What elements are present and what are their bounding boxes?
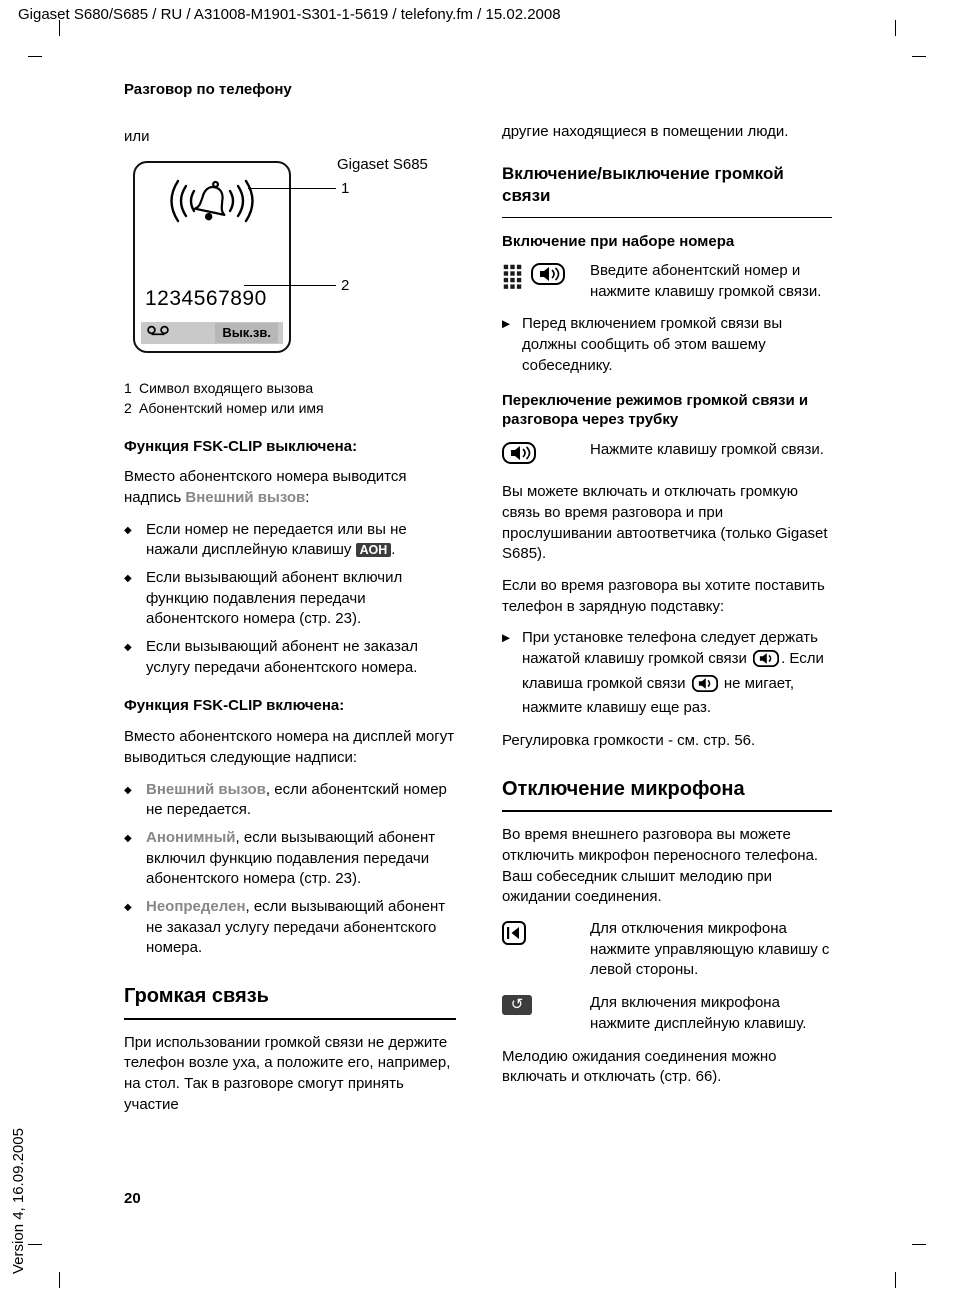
bullet-item bbox=[124, 828, 456, 890]
text-run: : bbox=[305, 488, 310, 506]
legend-number: 2 bbox=[124, 399, 132, 416]
incoming-number: 1234567890 bbox=[145, 287, 267, 311]
instruction-step bbox=[502, 919, 832, 981]
left-column bbox=[124, 80, 456, 1126]
paragraph: Вместо абонентского номера на дисплей могут выводиться следующие надписи: bbox=[124, 728, 455, 766]
phone-screen bbox=[133, 161, 291, 353]
bullet-item bbox=[124, 520, 456, 561]
note-item bbox=[502, 314, 832, 376]
legend-text: Символ входящего вызова bbox=[139, 380, 314, 397]
unmute-softkey-icon: ↺ bbox=[502, 995, 532, 1015]
step-icons bbox=[502, 261, 590, 302]
diamond-bullet-icon: ◆ bbox=[124, 832, 132, 844]
bullet-item bbox=[124, 897, 456, 959]
voicemail-tape-icon bbox=[146, 323, 170, 344]
bullet-text: Если вызывающий абонент не заказал услугу передачи абонентского номера. bbox=[146, 638, 418, 676]
legend-item bbox=[124, 399, 456, 419]
bullet-item bbox=[124, 780, 456, 821]
step-text: Для отключения микрофона нажмите управляющую клавишу с левой стороны. bbox=[590, 920, 830, 979]
paragraph: Мелодию ожидания соединения можно включать и отключать (стр. 66). bbox=[502, 1047, 777, 1086]
speaker-key-icon bbox=[753, 650, 779, 674]
text-run: не мигает, нажмите клавишу еще раз. bbox=[522, 674, 795, 717]
paragraph: При использовании громкой связи не держите телефон возле уха, а положите его, например, на стол. Так в разговоре смогут принять участие bbox=[124, 1033, 451, 1113]
bullet-text bbox=[146, 828, 456, 890]
legend-text: Абонентский номер или имя bbox=[139, 399, 324, 416]
speaker-key-icon bbox=[531, 263, 565, 292]
keypad-icon bbox=[502, 263, 523, 298]
diamond-bullet-icon: ◆ bbox=[124, 573, 132, 584]
step-icons bbox=[502, 440, 590, 471]
diamond-bullet-icon: ◆ bbox=[124, 784, 132, 796]
step-text: Нажмите клавишу громкой связи. bbox=[590, 440, 824, 458]
control-key-left-icon bbox=[502, 921, 526, 952]
crop-mark bbox=[895, 20, 896, 36]
text-run: Вместо абонентского номера выводится надпись bbox=[124, 468, 407, 506]
heading-dial-enable: Включение при наборе номера bbox=[502, 232, 735, 250]
note-item bbox=[502, 628, 832, 719]
paragraph bbox=[124, 467, 456, 508]
right-column bbox=[502, 122, 832, 1099]
text-run: , если вызывающий абонент не заказал услугу передачи абонентского номера. bbox=[146, 897, 446, 957]
crop-mark bbox=[28, 1244, 42, 1245]
display-text: Анонимный bbox=[146, 828, 236, 846]
bullet-text bbox=[146, 780, 456, 821]
diamond-bullet-icon: ◆ bbox=[124, 642, 132, 654]
crop-mark bbox=[912, 1244, 926, 1245]
bullet-text: Если вызывающий абонент включил функцию подавления передачи абонентского номера (стр. 23). bbox=[146, 569, 403, 628]
instruction-step bbox=[502, 261, 832, 302]
step-icons bbox=[502, 993, 590, 1034]
text-run: Если номер не передается или вы не нажали дисплейную клавишу bbox=[146, 520, 407, 559]
paragraph: Регулировка громкости - см. стр. 56. bbox=[502, 732, 756, 750]
softkey-bar bbox=[141, 322, 283, 344]
display-text: Внешний вызов bbox=[185, 488, 306, 506]
paragraph: другие находящиеся в помещении люди. bbox=[502, 123, 789, 140]
bullet-item bbox=[124, 568, 456, 630]
aon-softkey-badge: АОН bbox=[356, 543, 392, 557]
speaker-key-icon bbox=[502, 442, 536, 471]
display-text: Неопределен bbox=[146, 897, 246, 915]
figure-legend bbox=[124, 379, 456, 418]
paragraph: Если во время разговора вы хотите поставить телефон в зарядную подставку: bbox=[502, 576, 825, 615]
figure-caption: Gigaset S685 bbox=[337, 156, 428, 174]
heading-mode-switch: Переключение режимов громкой связи и разговора через трубку bbox=[502, 391, 809, 428]
legend-number: 1 bbox=[124, 380, 132, 397]
text-run: При установке телефона следует держать нажатой клавишу громкой связи bbox=[522, 629, 818, 667]
display-text: Внешний вызов bbox=[146, 780, 266, 798]
arrow-bullet-icon: ▶ bbox=[502, 632, 511, 645]
step-text: Введите абонентский номер и нажмите клавишу громкой связи. bbox=[590, 262, 822, 300]
heading-fsk-clip-off: Функция FSK-CLIP выключена: bbox=[124, 437, 358, 455]
section-label: Разговор по телефону bbox=[124, 81, 292, 98]
arrow-bullet-icon: ▶ bbox=[502, 318, 511, 331]
heading-fsk-clip-on: Функция FSK-CLIP включена: bbox=[124, 697, 345, 715]
crop-mark bbox=[28, 56, 42, 57]
print-header: Gigaset S680/S685 / RU / A31008-M1901-S301-1-5619 / telefony.fm / 15.02.2008 bbox=[18, 6, 561, 23]
callout-2: 2 bbox=[341, 277, 350, 295]
phone-figure bbox=[124, 155, 456, 371]
text-run: . bbox=[391, 541, 396, 559]
step-icons bbox=[502, 919, 590, 981]
callout-line-1 bbox=[248, 188, 336, 189]
heading-speaker-toggle: Включение/выключение громкой связи bbox=[502, 163, 832, 218]
page-number: 20 bbox=[124, 1190, 141, 1207]
legend-item bbox=[124, 379, 456, 399]
paragraph: Вы можете включать и отключать громкую связь во время разговора и при прослушивании автоответчика (только Gigaset S685). bbox=[502, 483, 828, 563]
bullet-text bbox=[146, 520, 456, 561]
callout-1: 1 bbox=[341, 180, 350, 198]
instruction-step bbox=[502, 993, 832, 1034]
crop-mark bbox=[59, 1272, 60, 1288]
diamond-bullet-icon: ◆ bbox=[124, 901, 132, 913]
note-text bbox=[522, 628, 832, 719]
bullet-item bbox=[124, 637, 456, 678]
step-text: Для включения микрофона нажмите дисплейную клавишу. bbox=[590, 994, 807, 1032]
speaker-key-icon bbox=[692, 675, 718, 699]
ringing-bell-icon bbox=[151, 175, 273, 234]
or-text: или bbox=[124, 127, 150, 145]
text-run: , если абонентский номер не передается. bbox=[146, 780, 447, 819]
heading-mute: Отключение микрофона bbox=[502, 776, 832, 813]
crop-mark bbox=[912, 56, 926, 57]
text-run: . Если клавиша громкой связи bbox=[522, 650, 824, 692]
softkey-reject-call: Вык.зв. bbox=[215, 323, 278, 343]
crop-mark bbox=[895, 1272, 896, 1288]
note-text: Перед включением громкой связи вы должны сообщить об этом вашему собеседнику. bbox=[522, 315, 783, 374]
bullet-text bbox=[146, 897, 456, 959]
paragraph: Во время внешнего разговора вы можете отключить микрофон переносного телефона. Ваш собеседник слышит мелодию при ожидании соединения. bbox=[502, 826, 819, 906]
text-run: , если вызывающий абонент включил функцию подавления передачи абонентского номера (стр. 23). bbox=[146, 828, 436, 888]
callout-line-2 bbox=[244, 285, 336, 286]
diamond-bullet-icon: ◆ bbox=[124, 524, 132, 536]
version-sidebar: Version 4, 16.09.2005 bbox=[10, 1128, 27, 1274]
instruction-step bbox=[502, 440, 832, 471]
heading-speakerphone: Громкая связь bbox=[124, 983, 456, 1020]
